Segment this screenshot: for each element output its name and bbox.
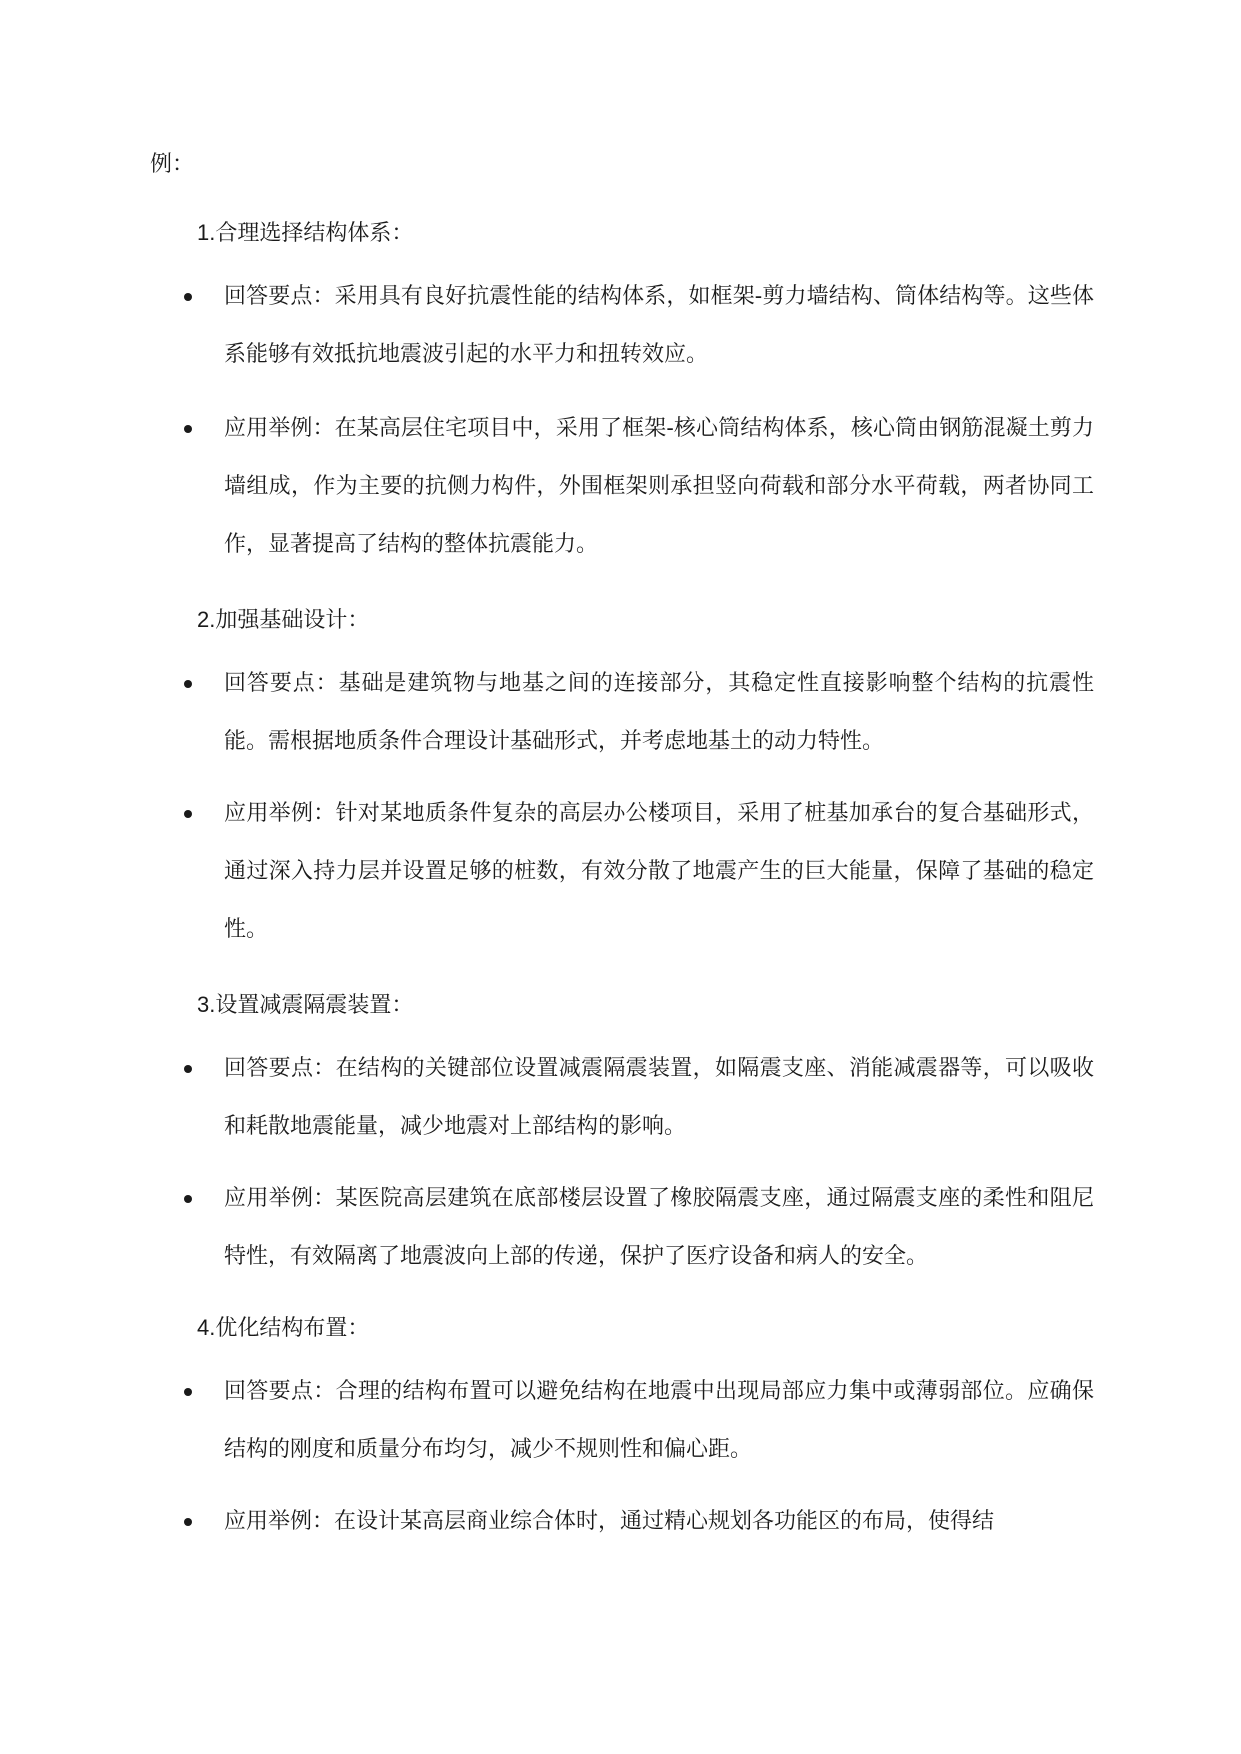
section-number: 1.: [197, 220, 216, 245]
section-title: 加强基础设计：: [215, 608, 370, 633]
list-item: [224, 1170, 1094, 1286]
bullet-icon: [184, 680, 192, 688]
list-item: [224, 1493, 1094, 1551]
bullet-icon: [184, 293, 192, 301]
intro-text: 例：: [150, 152, 195, 177]
section-title: 合理选择结构体系：: [215, 221, 414, 246]
list-item-text: 应用举例：针对某地质条件复杂的高层办公楼项目，采用了桩基加承台的复合基础形式，通过深入持力层并设置足够的桩数，有效分散了地震产生的巨大能量，保障了基础的稳定性。: [224, 801, 1094, 942]
list-item-text: 回答要点：合理的结构布置可以避免结构在地震中出现局部应力集中或薄弱部位。应确保结构的刚度和质量分布均匀，减少不规则性和偏心距。: [224, 1379, 1094, 1462]
list-item: [224, 268, 1094, 384]
section-number: 2.: [197, 607, 216, 632]
list-item: [224, 785, 1094, 959]
list-item: [224, 1363, 1094, 1479]
section-heading-4: [197, 1313, 369, 1344]
section-number: 3.: [197, 992, 216, 1017]
list-item: [224, 400, 1094, 574]
section-number: 4.: [197, 1315, 216, 1340]
list-item-text: 回答要点：在结构的关键部位设置减震隔震装置，如隔震支座、消能减震器等，可以吸收和耗散地震能量，减少地震对上部结构的影响。: [224, 1056, 1094, 1139]
section-heading-3: [197, 990, 413, 1021]
list-item-text: 应用举例：在某高层住宅项目中，采用了框架-核心筒结构体系，核心筒由钢筋混凝土剪力墙组成，作为主要的抗侧力构件，外围框架则承担竖向荷载和部分水平荷载，两者协同工作，显著提高了结构的整体抗震能力。: [224, 416, 1094, 557]
list-item-text: 回答要点：基础是建筑物与地基之间的连接部分，其稳定性直接影响整个结构的抗震性能。需根据地质条件合理设计基础形式，并考虑地基土的动力特性。: [224, 671, 1094, 754]
section-heading-1: [197, 218, 413, 249]
list-item-text: 回答要点：采用具有良好抗震性能的结构体系，如框架-剪力墙结构、筒体结构等。这些体系能够有效抵抗地震波引起的水平力和扭转效应。: [224, 284, 1094, 367]
bullet-icon: [184, 1195, 192, 1203]
section-title: 设置减震隔震装置：: [215, 993, 414, 1018]
section-heading-2: [197, 605, 369, 636]
bullet-icon: [184, 1518, 192, 1526]
list-item: [224, 1040, 1094, 1156]
bullet-icon: [184, 810, 192, 818]
list-item: [224, 655, 1094, 771]
bullet-icon: [184, 1388, 192, 1396]
section-title: 优化结构布置：: [215, 1316, 370, 1341]
list-item-text: 应用举例：在设计某高层商业综合体时，通过精心规划各功能区的布局，使得结: [224, 1509, 995, 1534]
list-item-text: 应用举例：某医院高层建筑在底部楼层设置了橡胶隔震支座，通过隔震支座的柔性和阻尼特性，有效隔离了地震波向上部的传递，保护了医疗设备和病人的安全。: [224, 1186, 1094, 1269]
bullet-icon: [184, 425, 192, 433]
bullet-icon: [184, 1065, 192, 1073]
